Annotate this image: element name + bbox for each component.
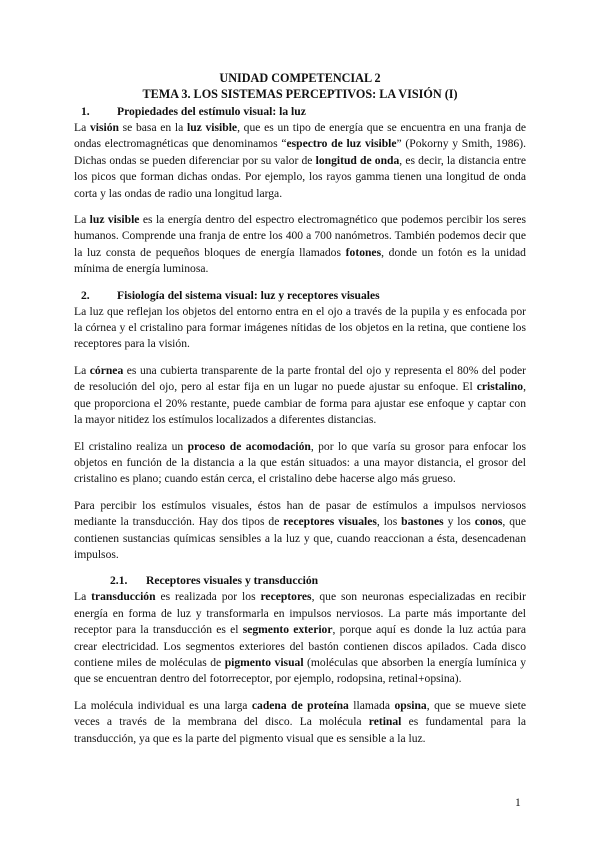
unit-title: UNIDAD COMPETENCIAL 2	[219, 71, 381, 85]
paragraph: La córnea es una cubierta transparente de la parte frontal del ojo y representa el 80% del poder de resolución del ojo, pero al estar fija en un lugar no puede ajustar su enfoque. El cristalino, que proporciona el 20% restante, puede cambiar de forma para ajustar ese enfoque y captar con la mayor nitidez los estímulos localizados a diferentes distancias.	[74, 363, 526, 427]
bold-term: fotones	[345, 245, 382, 259]
bold-term: longitud de onda	[315, 153, 400, 167]
section-title: Propiedades del estímulo visual: la luz	[117, 105, 306, 118]
section-2-heading	[81, 288, 526, 304]
bold-term: córnea	[89, 363, 124, 377]
page-number: 1	[515, 796, 521, 809]
bold-term: proceso de acomodación	[187, 439, 311, 453]
bold-term: luz visible	[187, 121, 238, 134]
section-number: 2.1.	[110, 574, 128, 588]
bold-term: bastones	[401, 515, 444, 529]
paragraph: La transducción es realizada por los receptores, que son neuronas especializadas en recibir energía en forma de luz y transformarla en impulsos nerviosos. La parte más importante del receptor para la transducción es el segmento exterior, porque aquí es donde la luz actúa para crear electricidad. Los segmentos exteriores del bastón contienen discos apilados. Cada disco contiene miles de moléculas de pigmento visual (moléculas que absorben la energía lumínica y que se encuentran dentro del fotorreceptor, por ejemplo, rodopsina, retinal+opsina).	[74, 590, 526, 686]
bold-term: opsina	[394, 698, 427, 712]
paragraph: La molécula individual es una larga cadena de proteína llamada opsina, que se mueve siete veces a través de la membrana del disco. La molécula retinal es fundamental para la transducción, ya que es la parte del pigmento visual que es sensible a la luz.	[74, 698, 527, 745]
paragraph: La luz visible es la energía dentro del espectro electromagnético que podemos percibir los seres humanos. Comprende una franja de entre los 400 a 700 nanómetros. También podemos decir que la luz consta de pequeños bloques de energía llamados fotones, donde un fotón es la unidad mínima de energía luminosa.	[74, 213, 526, 276]
paragraph: El cristalino realiza un proceso de acomodación, por lo que varía su grosor para enfocar los objetos en función de la distancia a la que están situados: a una mayor distancia, el grosor del cristalino es plano; cuando están cerca, el cristalino debe hacerse algo más grueso.	[74, 439, 526, 486]
bold-term: segmento exterior	[242, 623, 333, 637]
bold-term: cristalino	[476, 380, 524, 394]
bold-term: espectro de luz visible	[286, 137, 397, 151]
document-body	[74, 70, 526, 757]
section-number: 1.	[81, 105, 90, 118]
bold-term: receptores visuales	[283, 515, 377, 529]
paragraph: La visión se basa en la luz visible, que es un tipo de energía que se encuentra en una franja de ondas electromagnéticas que denominamos “espectro de luz visible” (Pokorny y Smith, 1986). Dichas ondas se pueden diferenciar por su valor de longitud de onda, es decir, la distancia entre los picos que forman dichas ondas. Por ejemplo, los rayos gamma tienen una longitud de onda corta y las ondas de radio una longitud larga.	[74, 121, 527, 200]
section-title: Fisiología del sistema visual: luz y receptores visuales	[117, 288, 380, 302]
section-title: Receptores visuales y transducción	[146, 574, 319, 588]
bold-term: cadena de proteína	[251, 698, 349, 712]
bold-term: pigmento visual	[224, 655, 304, 669]
bold-term: retinal	[368, 715, 402, 729]
section-1-heading	[81, 104, 526, 120]
section-number: 2.	[81, 288, 90, 302]
topic-title: TEMA 3. LOS SISTEMAS PERCEPTIVOS: LA VISIÓN (I)	[142, 87, 458, 101]
bold-term: conos	[474, 515, 503, 529]
paragraph: Para percibir los estímulos visuales, éstos han de pasar de estímulos a impulsos nerviosos mediante la transducción. Hay dos tipos de receptores visuales, los bastones y los conos, que contienen sustancias químicas sensibles a la luz y que, cuando reaccionan a ésta, desencadenan impulsos.	[74, 498, 526, 561]
bold-term: receptores	[260, 590, 312, 604]
bold-term: transducción	[91, 590, 156, 604]
paragraph: La luz que reflejan los objetos del entorno entra en el ojo a través de la pupila y es enfocada por la córnea y el cristalino para formar imágenes nítidas de los objetos en la retina, que contiene los receptores para la visión.	[74, 304, 526, 351]
section-2-1-heading	[110, 573, 526, 589]
bold-term: luz visible	[89, 213, 140, 227]
bold-term: visión	[89, 121, 119, 134]
